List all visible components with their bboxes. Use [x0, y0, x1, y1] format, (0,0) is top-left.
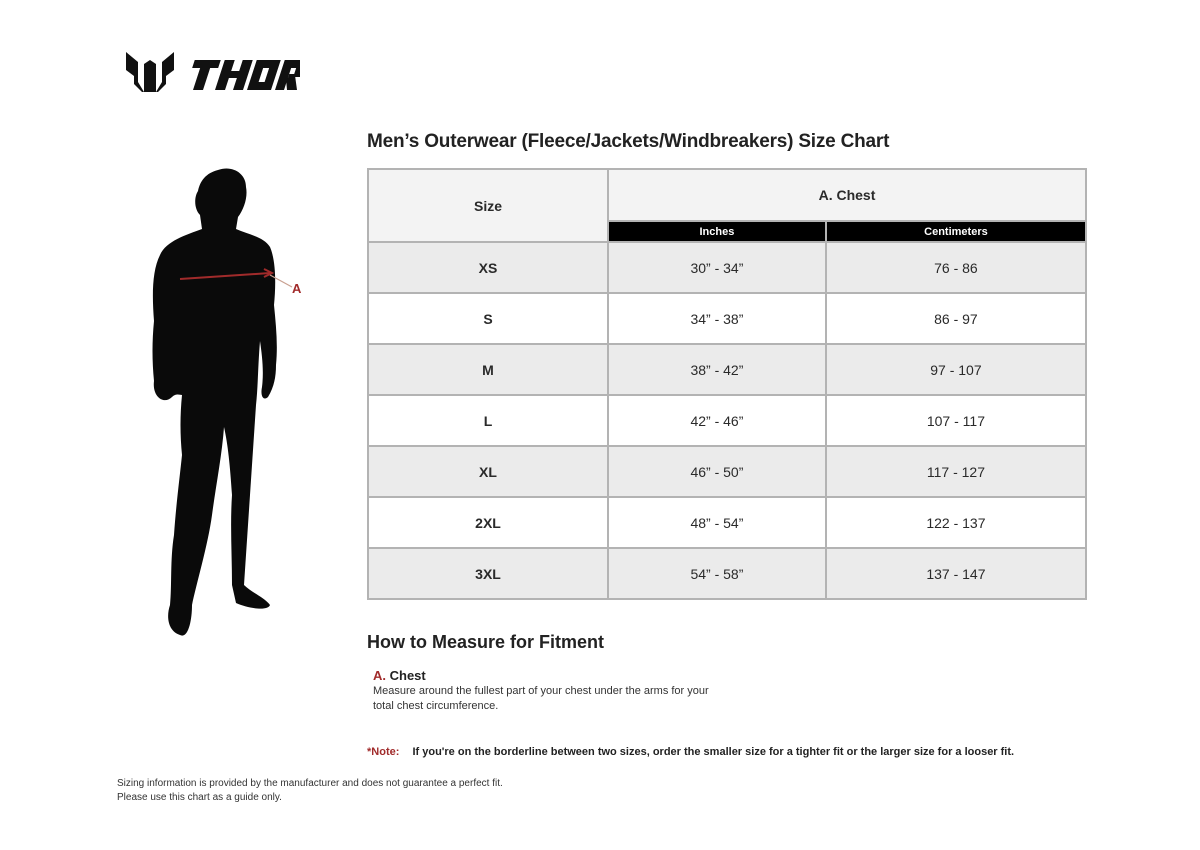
inches-cell: 30” - 34” [608, 242, 826, 293]
thor-logo [124, 50, 300, 94]
chart-title: Men’s Outerwear (Fleece/Jackets/Windbreakers) Size Chart [367, 131, 890, 152]
description-line: Measure around the fullest part of your chest under the arms for your [373, 685, 709, 697]
table-row [368, 395, 1086, 446]
cm-cell: 107 - 117 [826, 395, 1086, 446]
table-row [368, 344, 1086, 395]
measure-item-description [373, 684, 733, 714]
disclaimer-line: Please use this chart as a guide only. [117, 792, 282, 803]
size-cell: XL [368, 446, 608, 497]
size-cell: S [368, 293, 608, 344]
table-row [368, 548, 1086, 599]
chest-column-header: A. Chest [608, 169, 1086, 221]
disclaimer [117, 777, 503, 805]
cm-cell: 86 - 97 [826, 293, 1086, 344]
inches-cell: 48” - 54” [608, 497, 826, 548]
measure-item-letter: A. [373, 668, 386, 683]
size-cell: XS [368, 242, 608, 293]
table-row [368, 497, 1086, 548]
inches-cell: 46” - 50” [608, 446, 826, 497]
measure-item-chest [373, 668, 733, 714]
thor-logo-icon [124, 50, 300, 94]
size-cell: M [368, 344, 608, 395]
size-column-header: Size [368, 169, 608, 242]
measure-section-title: How to Measure for Fitment [367, 632, 605, 652]
table-row [368, 446, 1086, 497]
cm-cell: 97 - 107 [826, 344, 1086, 395]
body-silhouette-icon [140, 165, 310, 645]
note-text: If you're on the borderline between two sizes, order the smaller size for a tighter fit or the larger size for a looser fit. [412, 746, 1015, 758]
inches-cell: 54” - 58” [608, 548, 826, 599]
size-cell: 3XL [368, 548, 608, 599]
inches-cell: 42” - 46” [608, 395, 826, 446]
inches-cell: 38” - 42” [608, 344, 826, 395]
inches-cell: 34” - 38” [608, 293, 826, 344]
cm-cell: 76 - 86 [826, 242, 1086, 293]
measure-item-name: Chest [389, 668, 426, 683]
size-cell: 2XL [368, 497, 608, 548]
sizing-note [367, 746, 1014, 758]
measure-item-label [373, 668, 733, 683]
inches-subheader: Inches [608, 221, 826, 242]
cm-cell: 137 - 147 [826, 548, 1086, 599]
table-row [368, 242, 1086, 293]
cm-cell: 117 - 127 [826, 446, 1086, 497]
body-silhouette [140, 165, 310, 645]
description-line: total chest circumference. [373, 700, 499, 712]
disclaimer-line: Sizing information is provided by the manufacturer and does not guarantee a perfect fit. [117, 778, 503, 789]
table-row [368, 293, 1086, 344]
size-cell: L [368, 395, 608, 446]
centimeters-subheader: Centimeters [826, 221, 1086, 242]
marker-label: A [292, 281, 302, 296]
size-chart-table [367, 168, 1087, 600]
note-label: *Note: [367, 746, 400, 758]
cm-cell: 122 - 137 [826, 497, 1086, 548]
